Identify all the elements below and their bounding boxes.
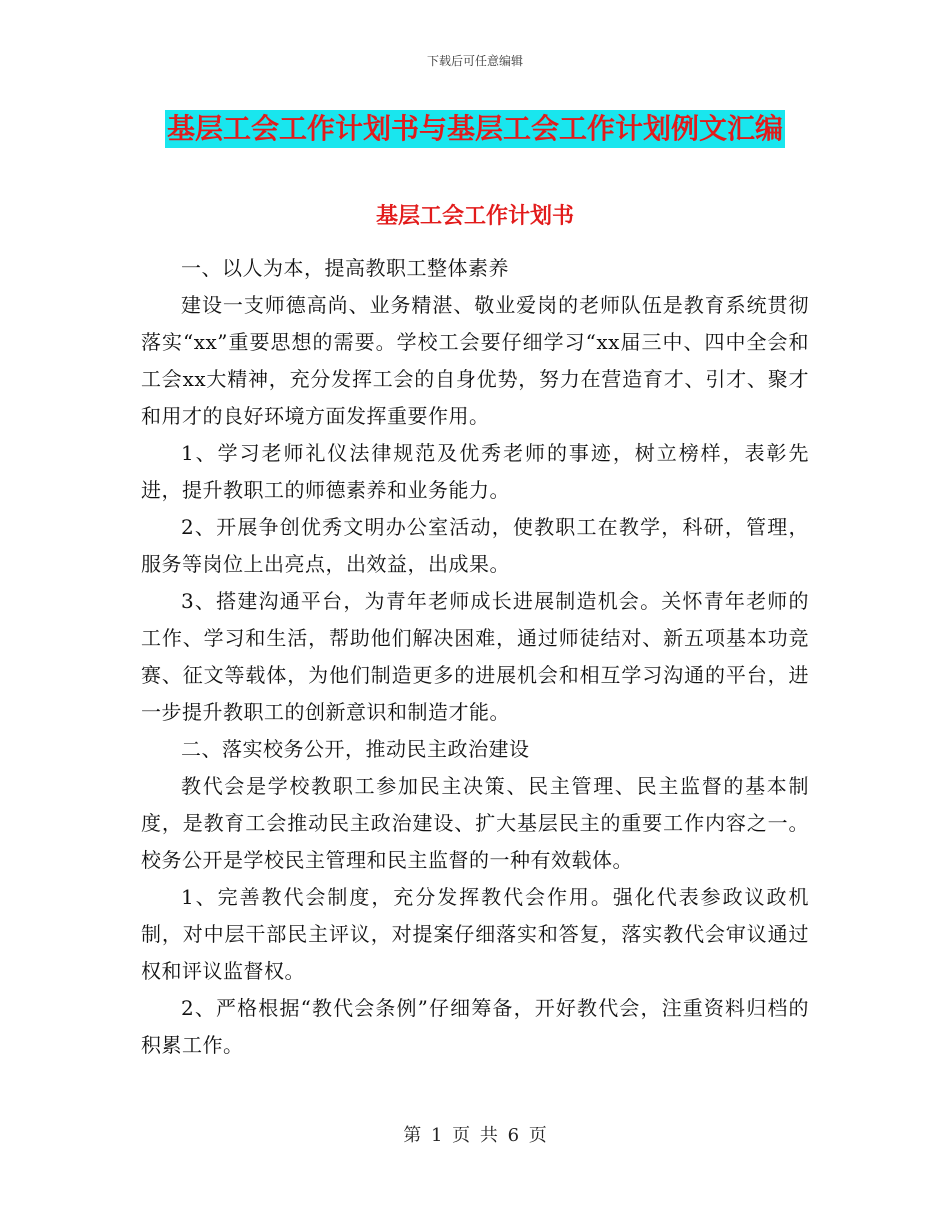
- paragraph: 2、开展争创优秀文明办公室活动，使教职工在教学，科研，管理，服务等岗位上出亮点，出效益，出成果。: [141, 515, 809, 576]
- header-note: 下载后可任意编辑: [426, 54, 523, 68]
- paragraph-heading-2: 二、落实校务公开，推动民主政治建设: [181, 737, 530, 761]
- paragraph: 教代会是学校教职工参加民主决策、民主管理、民主监督的基本制度，是教育工会推动民主政治建设、扩大基层民主的重要工作内容之一。校务公开是学校民主管理和民主监督的一种有效载体。: [141, 774, 809, 872]
- document-title: 基层工会工作计划书与基层工会工作计划例文汇编: [165, 110, 785, 148]
- page-number: 第 1 页 共 6 页: [403, 1125, 547, 1146]
- document-body: [141, 250, 809, 1064]
- paragraph: 1、学习老师礼仪法律规范及优秀老师的事迹，树立榜样，表彰先进，提升教职工的师德素养和业务能力。: [141, 441, 809, 502]
- paragraph: 建设一支师德高尚、业务精湛、敬业爱岗的老师队伍是教育系统贯彻落实“xx”重要思想的需要。学校工会要仔细学习“xx届三中、四中全会和工会xx大精神，充分发挥工会的自身优势，努力在营造育才、引才、聚才和用才的良好环境方面发挥重要作用。: [141, 293, 809, 428]
- section-title: 基层工会工作计划书: [375, 204, 574, 229]
- paragraph: 1、完善教代会制度，充分发挥教代会作用。强化代表参政议政机制，对中层干部民主评议，对提案仔细落实和答复，落实教代会审议通过权和评议监督权。: [141, 885, 809, 983]
- paragraph: 2、严格根据“教代会条例”仔细筹备，开好教代会，注重资料归档的积累工作。: [141, 996, 809, 1057]
- paragraph-heading-1: 一、以人为本，提高教职工整体素养: [181, 256, 509, 280]
- paragraph: 3、搭建沟通平台，为青年老师成长进展制造机会。关怀青年老师的工作、学习和生活，帮助他们解决困难，通过师徒结对、新五项基本功竞赛、征文等载体，为他们制造更多的进展机会和相互学习沟通的平台，进一步提升教职工的创新意识和制造才能。: [141, 589, 809, 724]
- document-title-container: [0, 110, 950, 148]
